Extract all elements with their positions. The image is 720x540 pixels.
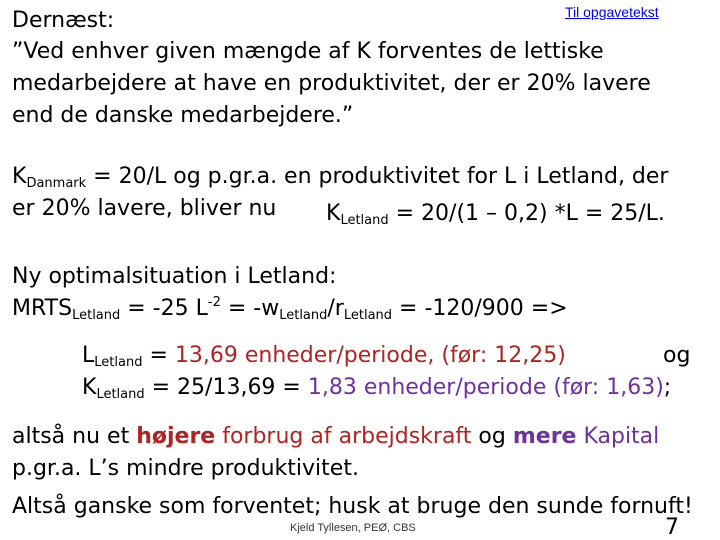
mere-word: mere [512, 424, 577, 449]
k-subscript: Letland [96, 387, 145, 402]
kletland-intro: er 20% lavere, bliver nu [12, 196, 277, 221]
k-symbol: K [12, 164, 27, 189]
og-word: og [663, 343, 691, 368]
l-value: 13,69 enheder/periode, (før: 12,25) [174, 343, 566, 368]
conclusion-intro: altså nu et [12, 424, 137, 449]
footer-author: Kjeld Tyllesen, PEØ, CBS [290, 522, 416, 534]
hojere-word: højere [136, 424, 216, 449]
k-symbol: K [326, 201, 341, 226]
exponent: -2 [207, 295, 221, 310]
ny-optimal-heading: Ny optimalsituation i Letland: [12, 264, 337, 289]
danmark-subscript: Danmark [26, 176, 87, 191]
page-number: 7 [665, 515, 679, 540]
conclusion-line-2: p.gr.a. L’s mindre produktivitet. [12, 456, 359, 481]
dernaest-heading: Dernæst: [12, 8, 115, 33]
mrts-eq-3: = -120/900 => [392, 296, 568, 321]
l-letland-line [82, 343, 566, 369]
arbejdskraft-text: forbrug af arbejdskraft [215, 424, 472, 449]
kletland-formula [326, 201, 665, 227]
l-symbol: L [82, 343, 95, 368]
mrts-slash-r: /r [327, 296, 344, 321]
k-letland-line [82, 375, 671, 401]
mrts-eq-2: = -w [220, 296, 280, 321]
k-equation: = 25/13,69 = [144, 375, 308, 400]
mrts-eq-1: = -25 L [120, 296, 208, 321]
l-subscript: Letland [94, 355, 143, 370]
quote-line-2: medarbejdere at have en produktivitet, der er 20% lavere [12, 71, 651, 96]
w-subscript: Letland [279, 308, 328, 323]
kletland-line [12, 196, 276, 222]
k-value: 1,83 enheder/periode (før: 1,63) [307, 375, 664, 400]
conclusion-line-3: Altså ganske som forventet; husk at bruge den sunde fornuft! [12, 494, 693, 519]
letland-subscript: Letland [340, 213, 389, 228]
mrts-line [12, 296, 568, 322]
conclusion-line-1 [12, 424, 659, 450]
kapital-text: Kapital [576, 424, 660, 449]
kdanmark-text: = 20/L og p.gr.a. en produktivitet for L i Letland, der [86, 164, 669, 189]
mrts-symbol: MRTS [12, 296, 73, 321]
kletland-equation: = 20/(1 – 0,2) *L = 25/L. [388, 201, 665, 226]
mrts-subscript: Letland [72, 308, 121, 323]
r-subscript: Letland [343, 308, 393, 323]
k-symbol: K [82, 375, 97, 400]
kdanmark-line [12, 164, 668, 190]
quote-line-3: end de danske medarbejdere.” [12, 103, 354, 128]
semicolon: ; [663, 375, 672, 400]
til-opgavetekst-link[interactable]: Til opgavetekst [565, 4, 659, 20]
og-text: og [471, 424, 513, 449]
quote-line-1: ”Ved enhver given mængde af K forventes de lettiske [12, 39, 604, 64]
l-equals: = [142, 343, 175, 368]
